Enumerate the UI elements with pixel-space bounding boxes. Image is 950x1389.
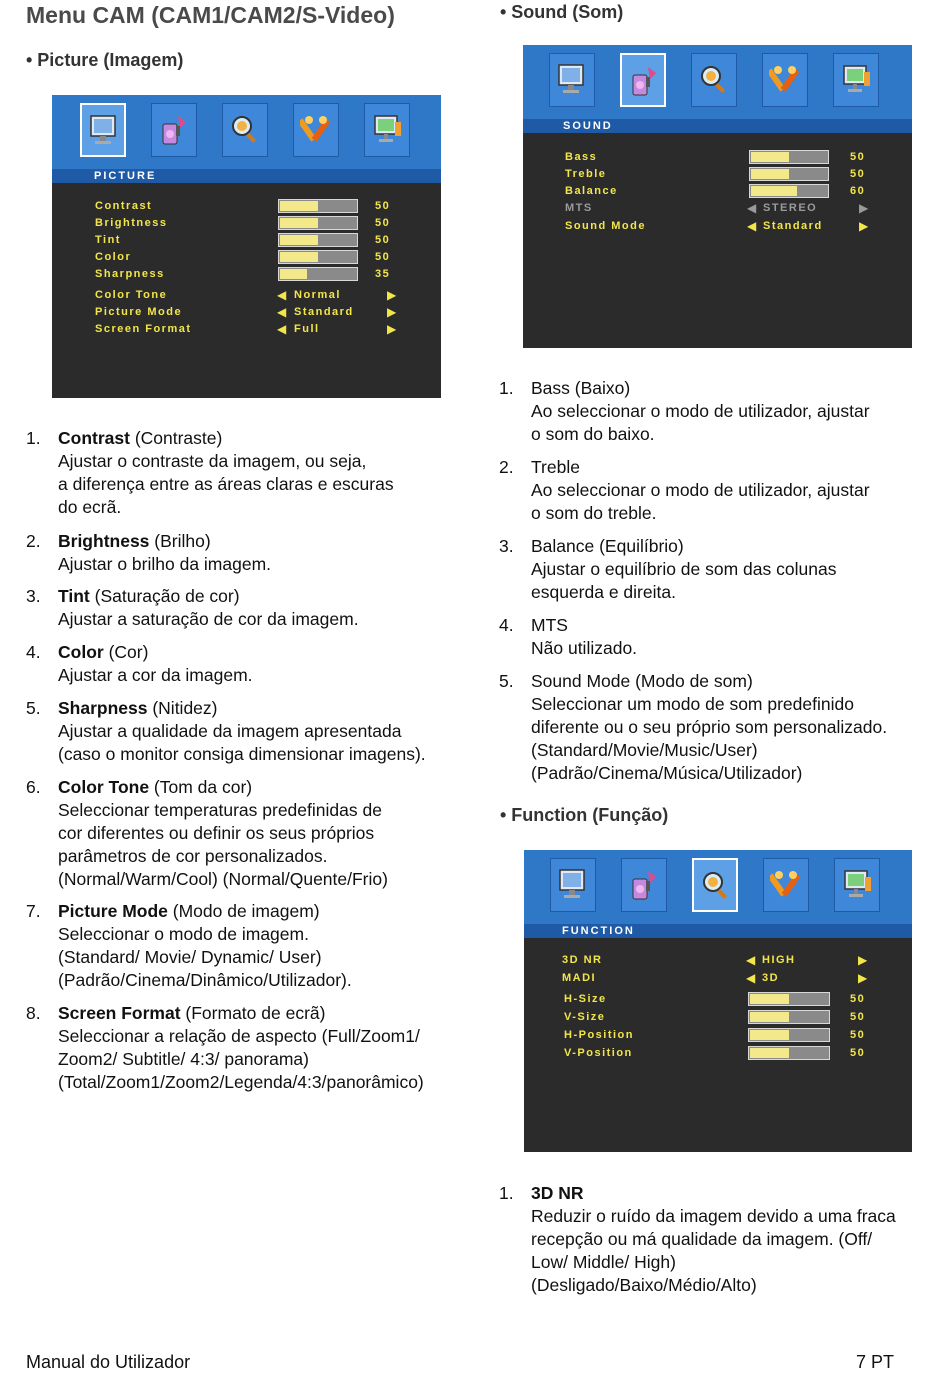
osd-setting-value: 35 [375,268,391,280]
list-item-term: Picture Mode [58,901,168,921]
osd-level-fill [751,186,797,196]
left-arrow-icon[interactable]: ◀ [746,953,756,967]
list-item-text: parâmetros de cor personalizados. [58,846,328,866]
left-arrow-icon[interactable]: ◀ [277,322,287,336]
list-item-text: diferente ou o seu próprio som personalizado. [531,717,888,737]
list-item-body [531,1182,896,1297]
list-item-number: 2. [499,457,514,477]
left-arrow-icon[interactable]: ◀ [277,305,287,319]
osd-setting-label: V-Size [564,1011,606,1023]
tab-magnifier[interactable] [222,103,268,157]
list-item-body [531,614,637,660]
osd-level-fill [280,269,307,279]
osd-level-bar[interactable] [749,150,829,164]
osd-option-value: 3D [762,972,780,984]
osd-option-value: Normal [294,289,341,301]
tab-tools[interactable] [762,53,808,107]
tab-paint-brush[interactable] [621,858,667,912]
osd-level-fill [280,252,318,262]
list-item-term: Color Tone [58,777,150,797]
list-item-term: Tint [58,586,90,606]
list-item-text: (Standard/ Movie/ Dynamic/ User) [58,947,322,967]
osd-setting-value: 50 [375,200,391,212]
list-item-title: Bass (Baixo) [531,378,631,398]
list-item-title [58,1002,424,1025]
list-item-body [58,427,394,519]
list-item-text: (Normal/Warm/Cool) (Normal/Quente/Frio) [58,869,388,889]
osd-title: PICTURE [94,170,157,182]
picture-heading: • Picture (Imagem) [26,50,184,70]
list-item-text: Ao seleccionar o modo de utilizador, ajustar [531,401,870,421]
list-item-number: 1. [26,428,41,448]
osd-level-bar[interactable] [748,992,830,1006]
list-item-number: 1. [499,378,514,398]
list-item-text: Ajustar o equilíbrio de som das colunas [531,559,837,579]
osd-level-bar[interactable] [278,216,358,230]
osd-level-fill [750,994,789,1004]
osd-level-bar[interactable] [278,267,358,281]
tab-magnifier[interactable] [691,53,737,107]
osd-setting-label: Color Tone [95,289,168,301]
tab-monitor[interactable] [80,103,126,157]
right-arrow-icon[interactable]: ▶ [387,305,397,319]
list-item-title [58,641,253,664]
list-item-number: 5. [499,671,514,691]
footer-manual-title: Manual do Utilizador [26,1352,191,1372]
osd-level-bar[interactable] [748,1010,830,1024]
osd-setting-label: MTS [565,202,593,214]
right-arrow-icon[interactable]: ▶ [858,953,868,967]
list-item-text: o som do baixo. [531,424,655,444]
list-item-term: Sharpness [58,698,148,718]
tab-paint-brush[interactable] [620,53,666,107]
osd-setting-value: 50 [850,168,866,180]
osd-level-fill [280,235,318,245]
list-item-body [58,530,271,576]
list-item-title: Sound Mode (Modo de som) [531,671,753,691]
tab-paint-brush[interactable] [151,103,197,157]
left-arrow-icon[interactable]: ◀ [747,219,757,233]
list-item-title [58,900,352,923]
osd-setting-value: 50 [375,234,391,246]
right-arrow-icon[interactable]: ▶ [387,322,397,336]
list-item-title [58,776,388,799]
osd-option-value: Full [294,323,320,335]
osd-level-bar[interactable] [748,1028,830,1042]
osd-level-bar[interactable] [278,250,358,264]
sound-osd-screenshot [518,45,912,348]
osd-setting-value: 50 [850,993,866,1005]
tab-tools[interactable] [763,858,809,912]
list-item-body [531,456,870,525]
osd-setting-label: Brightness [95,217,168,229]
osd-title: SOUND [563,120,613,132]
osd-level-fill [750,1030,789,1040]
list-item-body [58,900,352,992]
osd-setting-label: Contrast [95,200,153,212]
osd-setting-label: 3D NR [562,954,603,966]
right-arrow-icon[interactable]: ▶ [859,201,869,215]
osd-setting-label: Treble [565,168,607,180]
list-item-text: a diferença entre as áreas claras e escuras [58,474,394,494]
list-item-text: Não utilizado. [531,638,638,658]
list-item-number: 7. [26,901,41,921]
list-item-text: recepção ou má qualidade da imagem. (Off/ [531,1229,873,1249]
osd-level-bar[interactable] [278,199,358,213]
list-item-text: Reduzir o ruído da imagem devido a uma fraca [531,1206,896,1226]
list-item-text: Low/ Middle/ High) [531,1252,676,1272]
list-item-number: 3. [499,536,514,556]
list-item-text: Seleccionar um modo de som predefinido [531,694,854,714]
tab-magnifier[interactable] [692,858,738,912]
page-title: Menu CAM (CAM1/CAM2/S-Video) [26,2,395,28]
right-arrow-icon[interactable]: ▶ [858,971,868,985]
tab-monitor[interactable] [550,858,596,912]
list-item-number: 8. [26,1003,41,1023]
tab-monitor-setup[interactable] [364,103,410,157]
osd-setting-label: Bass [565,151,598,163]
list-item-body [531,670,887,785]
list-item-text: (Desligado/Baixo/Médio/Alto) [531,1275,757,1295]
list-item-text: Ajustar a saturação de cor da imagem. [58,609,359,629]
osd-setting-label: Screen Format [95,323,192,335]
list-item-number: 1. [499,1183,514,1203]
list-item-text: Ajustar a qualidade da imagem apresentada [58,721,402,741]
list-item-title [58,427,394,450]
list-item-text: Ajustar o contraste da imagem, ou seja, [58,451,367,471]
osd-title: FUNCTION [562,925,635,937]
left-arrow-icon[interactable]: ◀ [277,288,287,302]
osd-setting-value: 50 [375,217,391,229]
list-item-text: Seleccionar a relação de aspecto (Full/Zoom1/ [58,1026,420,1046]
osd-level-fill [280,201,318,211]
list-item-title: Balance (Equilíbrio) [531,536,684,556]
sound-heading: • Sound (Som) [500,2,624,22]
right-arrow-icon[interactable]: ▶ [859,219,869,233]
list-item-number: 6. [26,777,41,797]
osd-setting-label: Sound Mode [565,220,646,232]
picture-osd-screenshot [52,95,441,398]
list-item-number: 2. [26,531,41,551]
list-item-translation: (Modo de imagem) [167,901,320,921]
list-item-term: Brightness [58,531,150,551]
list-item-body [58,776,388,891]
list-item-text: Seleccionar temperaturas predefinidas de [58,800,382,820]
osd-setting-value: 50 [850,1029,866,1041]
list-item-text: Seleccionar o modo de imagem. [58,924,309,944]
list-item-number: 4. [499,615,514,635]
tab-monitor-setup[interactable] [833,53,879,107]
list-item-title: Treble [531,457,580,477]
list-item-translation: (Brilho) [149,531,211,551]
osd-dot: . [518,283,522,299]
osd-setting-label: MADI [562,972,597,984]
osd-setting-label: Picture Mode [95,306,183,318]
footer-page-number: 7 PT [856,1352,895,1372]
list-item-text: (caso o monitor consiga dimensionar imagens). [58,744,426,764]
list-item-text: cor diferentes ou definir os seus próprios [58,823,375,843]
list-item-translation: (Saturação de cor) [89,586,240,606]
osd-level-bar[interactable] [748,1046,830,1060]
tab-tools[interactable] [293,103,339,157]
osd-setting-label: H-Position [564,1029,634,1041]
osd-setting-label: Sharpness [95,268,165,280]
list-item-body [58,585,359,631]
list-item-text: do ecrã. [58,497,122,517]
function-heading: • Function (Função) [500,805,669,825]
osd-setting-label: Tint [95,234,121,246]
osd-setting-value: 60 [850,185,866,197]
list-item-term: Screen Format [58,1003,181,1023]
osd-setting-value: 50 [850,1011,866,1023]
list-item-text: (Padrão/Cinema/Música/Utilizador) [531,763,803,783]
list-item-translation: (Nitidez) [147,698,218,718]
list-item-title [58,530,271,553]
list-item-text: Zoom2/ Subtitle/ 4:3/ panorama) [58,1049,309,1069]
function-osd-screenshot [524,850,912,1152]
list-item-text: (Padrão/Cinema/Dinâmico/Utilizador). [58,970,352,990]
osd-setting-label: Balance [565,185,618,197]
list-item-translation: (Tom da cor) [149,777,253,797]
list-item-title [58,697,426,720]
osd-level-fill [280,218,318,228]
list-item-body [58,1002,424,1094]
list-item-text: Ao seleccionar o modo de utilizador, ajustar [531,480,870,500]
tab-monitor[interactable] [549,53,595,107]
right-arrow-icon[interactable]: ▶ [387,288,397,302]
list-item-term: 3D NR [531,1183,584,1203]
osd-option-value: Standard [294,306,354,318]
osd-option-value: STEREO [763,202,818,214]
list-item-number: 5. [26,698,41,718]
osd-level-fill [750,1048,789,1058]
osd-setting-label: V-Position [564,1047,633,1059]
list-item-body [58,697,426,766]
list-item-text: Ajustar o brilho da imagem. [58,554,272,574]
osd-level-bar[interactable] [278,233,358,247]
osd-level-bar[interactable] [749,184,829,198]
list-item-text: esquerda e direita. [531,582,676,602]
list-item-number: 4. [26,642,41,662]
list-item-text: Ajustar a cor da imagem. [58,665,253,685]
osd-level-fill [751,169,789,179]
list-item-body [531,377,870,446]
osd-level-fill [750,1012,789,1022]
left-arrow-icon[interactable]: ◀ [746,971,756,985]
osd-setting-label: Color [95,251,132,263]
list-item-text: o som do treble. [531,503,657,523]
osd-level-bar[interactable] [749,167,829,181]
list-item-translation: (Contraste) [129,428,223,448]
osd-option-value: HIGH [762,954,796,966]
left-arrow-icon[interactable]: ◀ [747,201,757,215]
tab-monitor-setup[interactable] [834,858,880,912]
list-item-body [531,535,836,604]
list-item-translation: (Cor) [103,642,149,662]
list-item-translation: (Formato de ecrã) [180,1003,326,1023]
list-item-title: MTS [531,615,568,635]
osd-setting-value: 50 [850,151,866,163]
list-item-text: (Total/Zoom1/Zoom2/Legenda/4:3/panorâmico) [58,1072,424,1092]
osd-setting-value: 50 [375,251,391,263]
list-item-number: 3. [26,586,41,606]
list-item-term: Color [58,642,104,662]
list-item-body [58,641,253,687]
osd-option-value: Standard [763,220,823,232]
osd-setting-value: 50 [850,1047,866,1059]
osd-level-fill [751,152,789,162]
osd-setting-label: H-Size [564,993,607,1005]
list-item-title [58,585,359,608]
list-item-term: Contrast [58,428,130,448]
list-item-text: (Standard/Movie/Music/User) [531,740,758,760]
